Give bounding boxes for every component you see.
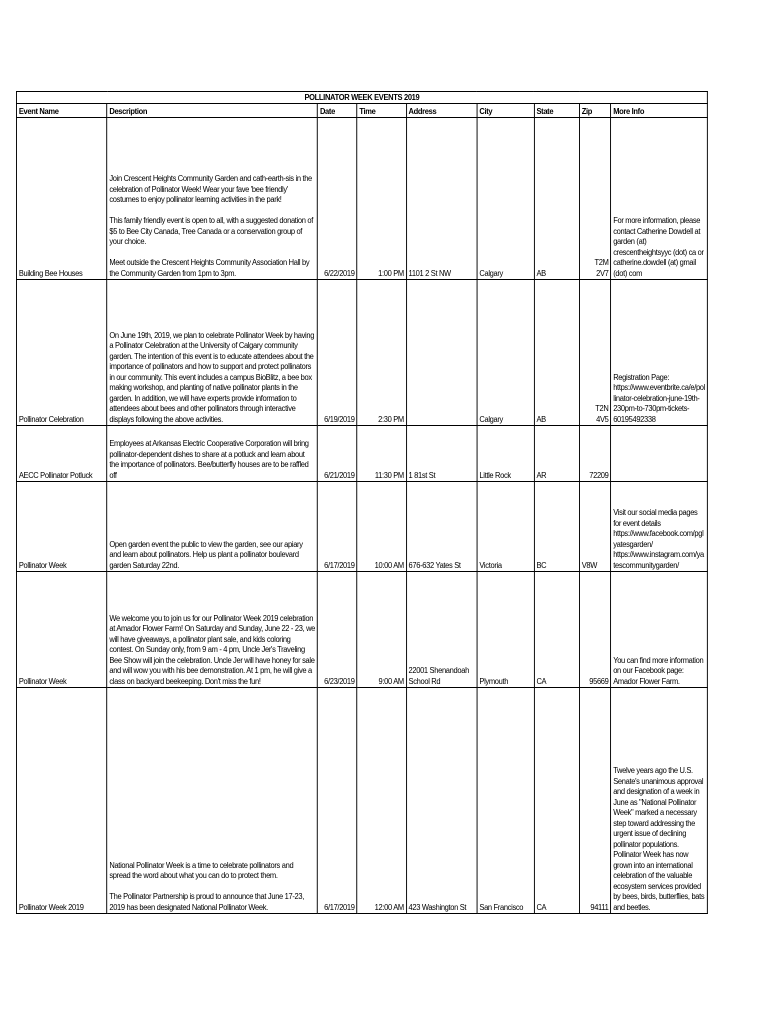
cell-date: 6/23/2019 <box>318 572 357 688</box>
cell-description: On June 19th, 2019, we plan to celebrate Pollinator Week by having a Pollinator Celebration at the University of Calgary community garden. The intention of this event is to educate attendees about the importance of pollinators and how to support and protect pollinators in our community. This event includes a campus BioBlitz, a bee box making workshop, and planting of native pollinator plants in the garden. In addition, we will have experts provide information to attendees about bees and other pollinators through interactive displays following the above activities. <box>107 280 318 426</box>
cell-time: 12:00 AM <box>357 688 406 914</box>
cell-city: Little Rock <box>477 426 534 482</box>
cell-description: National Pollinator Week is a time to celebrate pollinators and spread the word about what you can do to protect them. The Pollinator Partnership is proud to announce that June 17-23, 2019 has been designated National Pollinator Week. <box>107 688 318 914</box>
cell-address: 423 Washington St <box>406 688 477 914</box>
cell-city: San Francisco <box>477 688 534 914</box>
header-event-name: Event Name <box>16 104 107 118</box>
header-date: Date <box>318 104 357 118</box>
cell-time: 11:30 PM <box>357 426 406 482</box>
header-address: Address <box>406 104 477 118</box>
spreadsheet <box>16 91 752 914</box>
cell-address: 1101 2 St NW <box>406 118 477 280</box>
cell-state: AR <box>534 426 579 482</box>
title-row <box>16 92 707 104</box>
cell-state: BC <box>534 482 579 572</box>
cell-state: CA <box>534 572 579 688</box>
cell-time: 2:30 PM <box>357 280 406 426</box>
cell-description: Join Crescent Heights Community Garden and cath-earth-sis in the celebration of Pollinator Week! Wear your fave 'bee friendly' costumes to enjoy pollinator learning activities in the park! This family friendly event is open to all, with a suggested donation of $5 to Bee City Canada, Tree Canada or a conservation group of your choice. Meet outside the Crescent Heights Community Association Hall by the Community Garden from 1pm to 3pm. <box>107 118 318 280</box>
cell-zip: T2N 4V5 <box>579 280 610 426</box>
cell-more-info: Visit our social media pages for event details https://www.facebook.com/pglyatesgarden/ https://www.instagram.com/yatescommunitygarden/ <box>611 482 708 572</box>
cell-city: Calgary <box>477 280 534 426</box>
header-zip: Zip <box>579 104 610 118</box>
header-row <box>16 104 707 118</box>
cell-time: 9:00 AM <box>357 572 406 688</box>
cell-state: AB <box>534 118 579 280</box>
table-row <box>16 572 707 688</box>
cell-zip: T2M 2V7 <box>579 118 610 280</box>
cell-city: Plymouth <box>477 572 534 688</box>
cell-description: Open garden event the public to view the garden, see our apiary and learn about pollinators. Help us plant a pollinator boulevard garden Saturday 22nd. <box>107 482 318 572</box>
header-city: City <box>477 104 534 118</box>
cell-address <box>406 280 477 426</box>
table-row <box>16 482 707 572</box>
cell-date: 6/17/2019 <box>318 482 357 572</box>
cell-event-name: Pollinator Week 2019 <box>16 688 107 914</box>
cell-event-name: Building Bee Houses <box>16 118 107 280</box>
cell-date: 6/21/2019 <box>318 426 357 482</box>
cell-zip: 72209 <box>579 426 610 482</box>
cell-more-info: Registration Page: https://www.eventbrite.ca/e/pollinator-celebration-june-19th-230pm-to-730pm-tickets-60195492338 <box>611 280 708 426</box>
cell-address: 1 81st St <box>406 426 477 482</box>
cell-more-info: Twelve years ago the U.S. Senate's unanimous approval and designation of a week in June as "National Pollinator Week" marked a necessary step toward addressing the urgent issue of declining pollinator populations. Pollinator Week has now grown into an international celebration of the valuable ecosystem services provided by bees, birds, butterflies, bats and beetles. <box>611 688 708 914</box>
cell-more-info: For more information, please contact Catherine Dowdell at garden (at) crescentheightsyyc (dot) ca or catherine.dowdell (at) gmail (dot) com <box>611 118 708 280</box>
header-time: Time <box>357 104 406 118</box>
cell-event-name: Pollinator Week <box>16 572 107 688</box>
cell-time: 1:00 PM <box>357 118 406 280</box>
cell-more-info <box>611 426 708 482</box>
cell-date: 6/22/2019 <box>318 118 357 280</box>
cell-description: We welcome you to join us for our Pollinator Week 2019 celebration at Amador Flower Farm! On Saturday and Sunday, June 22 - 23, we will have giveaways, a pollinator plant sale, and kids coloring contest. On Sunday only, from 9 am - 4 pm, Uncle Jer's Traveling Bee Show will join the celebration. Uncle Jer will have honey for sale and will wow you with his bee demonstration. At 1 pm, he will give a class on backyard beekeeping. Don't miss the fun! <box>107 572 318 688</box>
cell-description: Employees at Arkansas Electric Cooperative Corporation will bring pollinator-dependent dishes to share at a potluck and learn about the importance of pollinators. Bee/butterfly houses are to be raffled off <box>107 426 318 482</box>
events-table <box>16 91 708 914</box>
cell-date: 6/17/2019 <box>318 688 357 914</box>
table-row <box>16 118 707 280</box>
cell-event-name: Pollinator Week <box>16 482 107 572</box>
cell-state: CA <box>534 688 579 914</box>
table-row <box>16 426 707 482</box>
cell-event-name: AECC Pollinator Potluck <box>16 426 107 482</box>
header-more-info: More Info <box>611 104 708 118</box>
cell-zip: V8W <box>579 482 610 572</box>
cell-address: 22001 Shenandoah School Rd <box>406 572 477 688</box>
cell-zip: 95669 <box>579 572 610 688</box>
cell-more-info: You can find more information on our Facebook page: Amador Flower Farm. <box>611 572 708 688</box>
header-state: State <box>534 104 579 118</box>
cell-date: 6/19/2019 <box>318 280 357 426</box>
header-description: Description <box>107 104 318 118</box>
table-row <box>16 280 707 426</box>
cell-event-name: Pollinator Celebration <box>16 280 107 426</box>
cell-address: 676-632 Yates St <box>406 482 477 572</box>
cell-city: Victoria <box>477 482 534 572</box>
cell-time: 10:00 AM <box>357 482 406 572</box>
cell-city: Calgary <box>477 118 534 280</box>
cell-state: AB <box>534 280 579 426</box>
table-title: POLLINATOR WEEK EVENTS 2019 <box>16 92 707 104</box>
table-row <box>16 688 707 914</box>
cell-zip: 94111 <box>579 688 610 914</box>
